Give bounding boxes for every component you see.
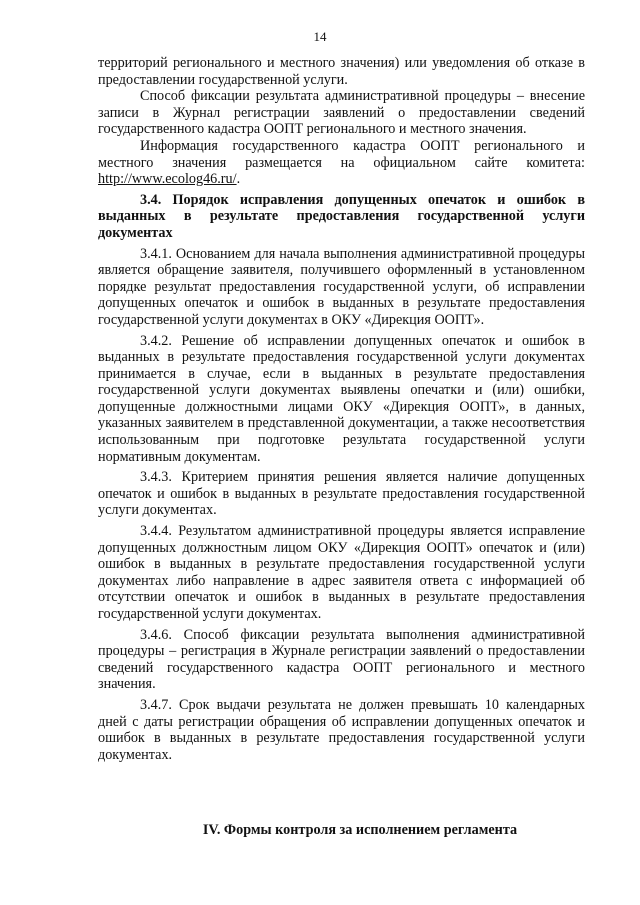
paragraph-continuation: территорий регионального и местного значения) или уведомления об отказе в предоставлении государственной услуги. — [98, 55, 585, 88]
paragraph-3-4-3: 3.4.3. Критерием принятия решения является наличие допущенных опечаток и ошибок в выданных в результате предоставления государственной услуги документах. — [98, 469, 585, 519]
document-body — [98, 55, 585, 763]
cadastre-info-text: Информация государственного кадастра ООПТ регионального и местного значения размещается на официальном сайте комитета: — [98, 137, 585, 171]
heading-3-4: 3.4. Порядок исправления допущенных опечаток и ошибок в выданных в результате предоставления государственной услуги документах — [98, 191, 585, 241]
section-iv-title: IV. Формы контроля за исполнением регламента — [202, 822, 518, 838]
paragraph-3-4-2: 3.4.2. Решение об исправлении допущенных опечаток и ошибок в выданных в результате предоставления государственной услуги документах принимается в случае, если в выданных в результате предоставления государственной услуги документах выявлены опечатки и (или) ошибки, допущенные должностными лицами ОКУ «Дирекция ООПТ», в данных, указанных заявителем в представленной документации, а также несоответствия использованным при подготовке результата государственной услуги нормативным документам. — [98, 332, 585, 465]
paragraph-3-4-1: 3.4.1. Основанием для начала выполнения административной процедуры является обращение заявителя, получившего оформленный в установленном порядке результат предоставления государственной услуги, об исправлении допущенных опечаток и ошибок в выданных в результате предоставления государственной услуги документах в ОКУ «Дирекция ООПТ». — [98, 245, 585, 328]
cadastre-info-end: . — [236, 171, 241, 188]
paragraph-3-4-4: 3.4.4. Результатом административной процедуры является исправление допущенных должностным лицом ОКУ «Дирекция ООПТ» опечаток и (или) ошибок в выданных в результате предоставления государственной услуги документах либо направление в адрес заявителя ответа с информацией об отсутствии опечаток и ошибок в выданных в результате предоставления государственной услуги документах. — [98, 523, 585, 622]
page-number: 14 — [313, 29, 327, 44]
ecolog-website-link[interactable]: http://www.ecolog46.ru/ — [98, 171, 237, 188]
paragraph-cadastre-info — [98, 138, 585, 188]
paragraph-3-4-6: 3.4.6. Способ фиксации результата выполнения административной процедуры – регистрация в Журнале регистрации заявлений о предоставлении сведений государственного кадастра ООПТ регионального и местного значения. — [98, 626, 585, 693]
paragraph-3-4-7: 3.4.7. Срок выдачи результата не должен превышать 10 календарных дней с даты регистрации обращения об исправлении допущенных опечаток и ошибок в выданных в результате предоставления государственной услуги документах. — [98, 696, 585, 763]
paragraph-fixation-method: Способ фиксации результата административной процедуры – внесение записи в Журнал регистрации заявлений о предоставлении сведений государственного кадастра ООПТ регионального и местного значения. — [98, 88, 585, 138]
